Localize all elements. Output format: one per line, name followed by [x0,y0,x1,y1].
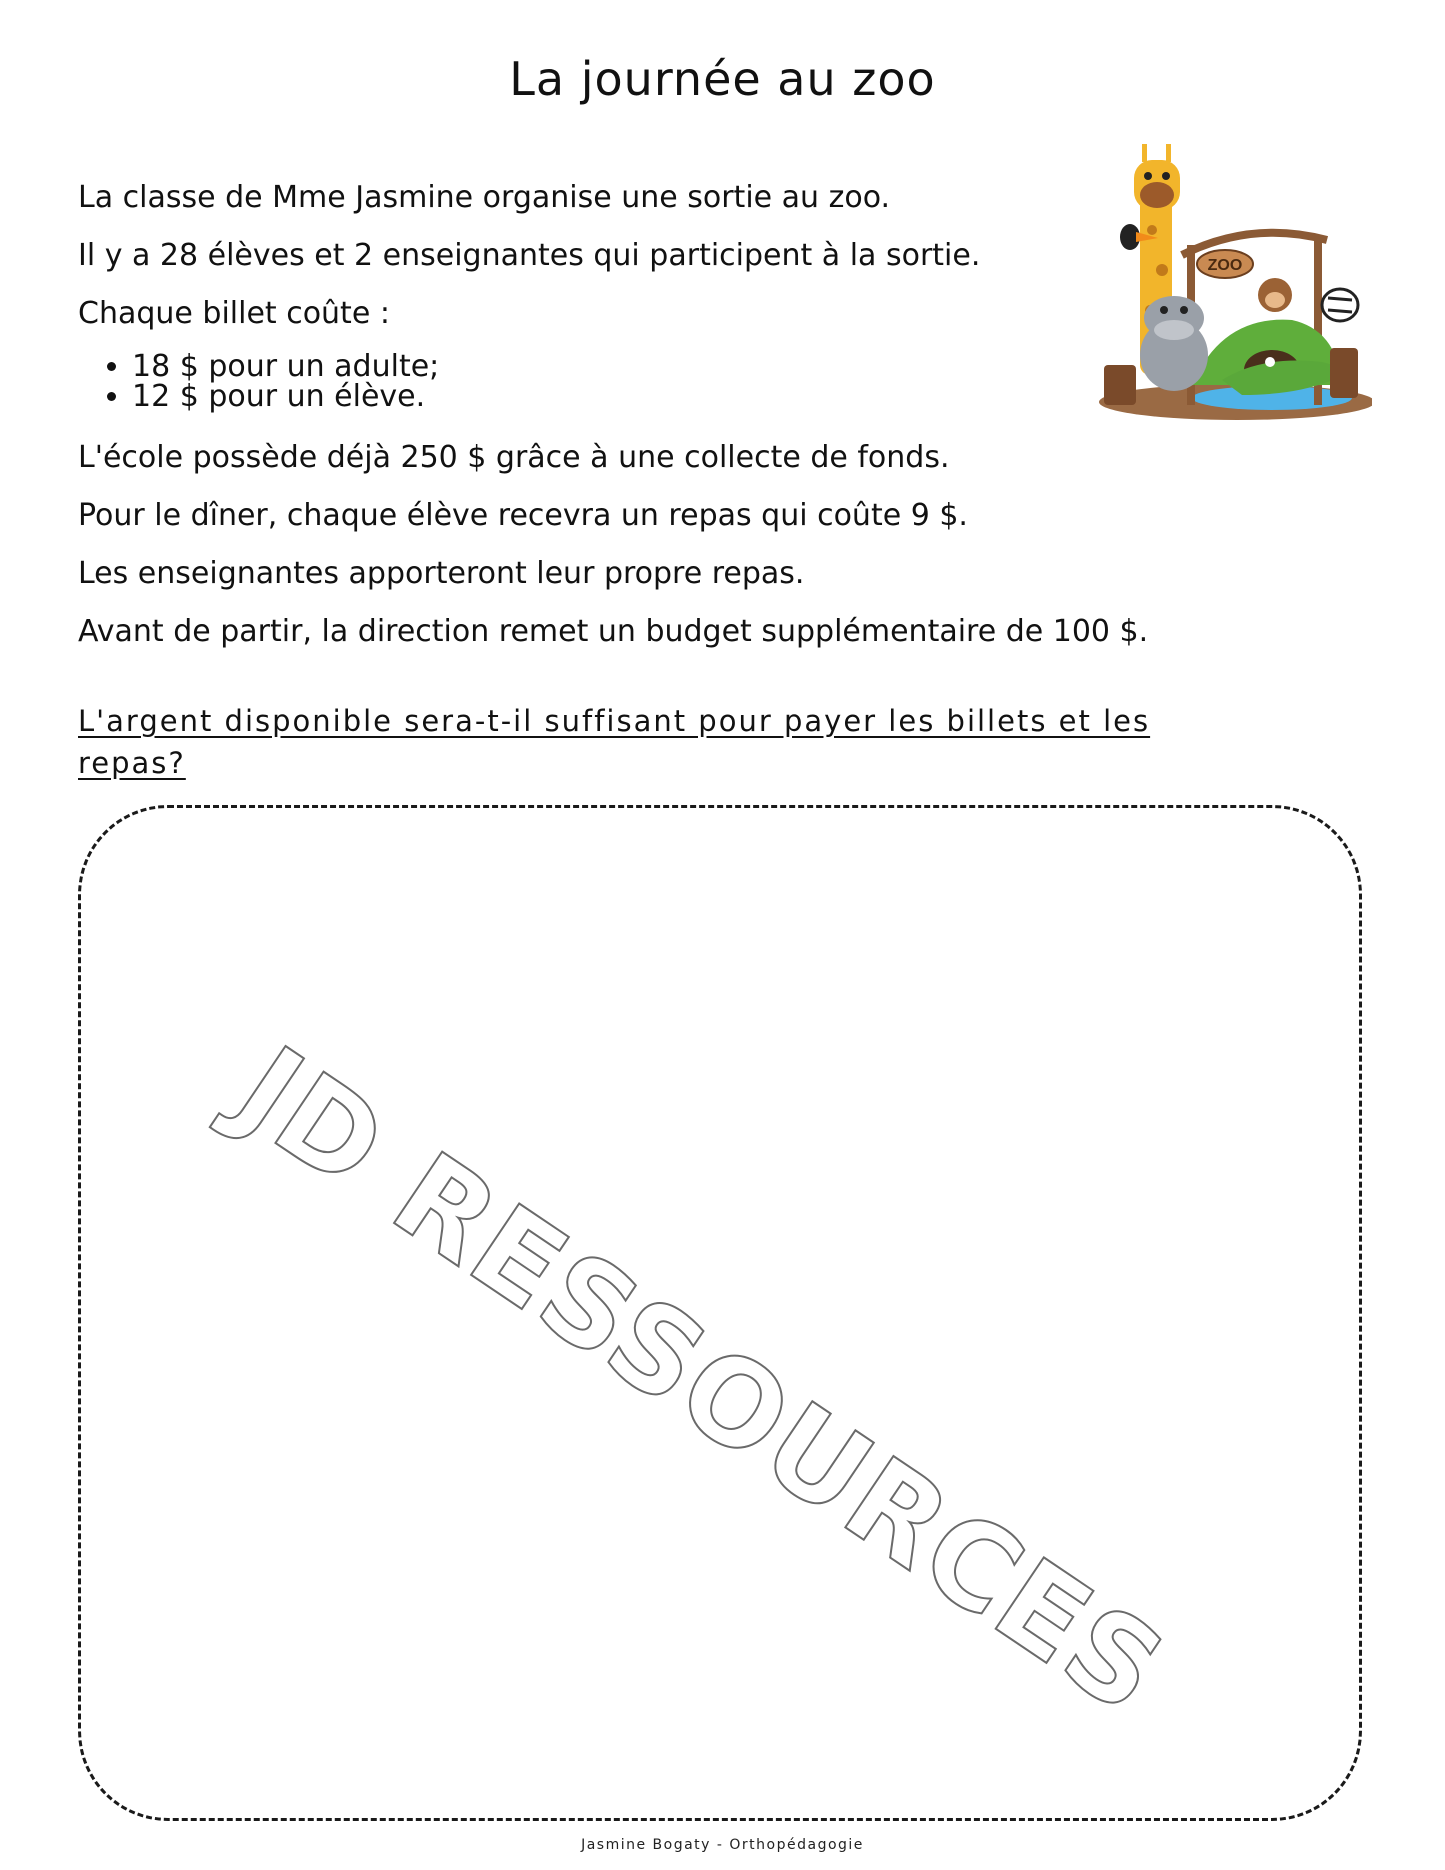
paragraph-class-outing: La classe de Mme Jasmine organise une sortie au zoo. [78,180,891,215]
watermark: JD RESSOURCES [212,1020,1189,1741]
paragraph-fundraising: L'école possède déjà 250 $ grâce à une collecte de fonds. [78,440,950,475]
zoo-illustration [1092,140,1372,425]
zoo-sign-text: ZOO [1207,257,1243,274]
paragraph-teachers-lunch: Les enseignantes apporteront leur propre repas. [78,556,805,591]
paragraph-participants: Il y a 28 élèves et 2 enseignantes qui participent à la sortie. [78,238,981,273]
list-item: • 18 $ pour un adulte; [132,352,439,382]
page-title: La journée au zoo [509,52,936,106]
paragraph-ticket-cost: Chaque billet coûte : [78,296,390,331]
paragraph-extra-budget: Avant de partir, la direction remet un budget supplémentaire de 100 $. [78,614,1149,649]
problem-question: L'argent disponible sera-t-il suffisant pour payer les billets et les repas? [78,704,1151,780]
footer-credit: Jasmine Bogaty - Orthopédagogie [581,1837,864,1853]
list-item: • 12 $ pour un élève. [132,382,439,412]
paragraph-lunch-cost: Pour le dîner, chaque élève recevra un repas qui coûte 9 $. [78,498,968,533]
ticket-price-list [78,349,440,414]
